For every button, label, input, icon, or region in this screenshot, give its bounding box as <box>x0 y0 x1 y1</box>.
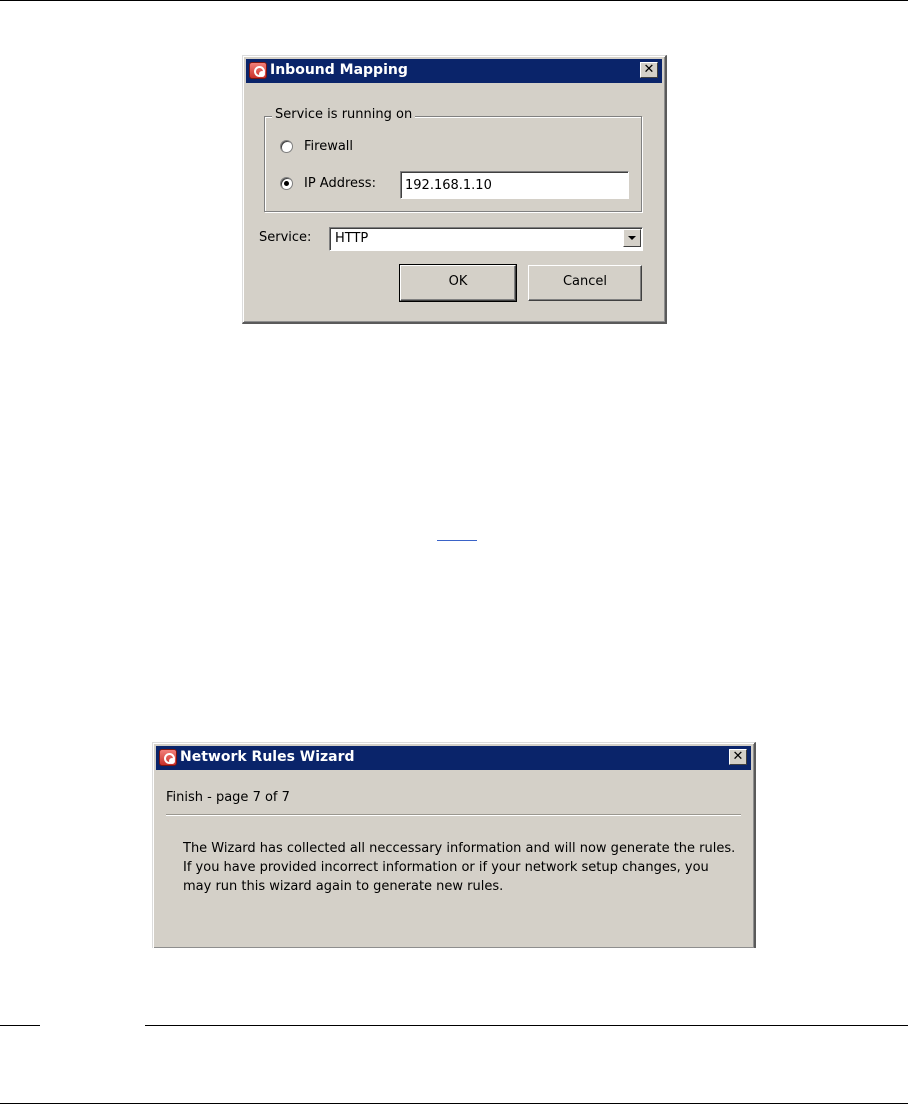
service-label: Service: <box>259 230 312 245</box>
dialog-title: Inbound Mapping <box>270 62 408 78</box>
radio-ip-address-label[interactable]: IP Address: <box>304 176 376 191</box>
footnote-rule-short <box>0 1025 40 1026</box>
top-page-rule <box>0 0 908 1</box>
footnote-rule-long <box>145 1025 908 1026</box>
radio-firewall-circle[interactable] <box>280 140 293 153</box>
wizard-titlebar[interactable] <box>156 746 751 770</box>
ip-address-field[interactable] <box>400 171 629 199</box>
firewall-app-icon <box>249 62 267 79</box>
radio-ip-address-circle[interactable] <box>280 177 293 190</box>
wizard-title: Network Rules Wizard <box>180 749 355 765</box>
wizard-body-text: The Wizard has collected all neccessary information and will now generate the rules. If you have provided incorrect information or if your network setup changes, you may run this wizard again to generate new rules. <box>183 841 736 894</box>
close-button[interactable]: ✕ <box>640 62 658 78</box>
close-button[interactable]: ✕ <box>729 749 747 765</box>
divider <box>166 814 741 815</box>
inbound-mapping-titlebar[interactable] <box>246 59 662 83</box>
service-dropdown[interactable] <box>329 227 643 251</box>
ok-button[interactable]: OK <box>400 265 516 301</box>
service-dropdown-value: HTTP <box>335 231 369 246</box>
network-rules-wizard-dialog <box>152 742 756 948</box>
wizard-page-label: Finish - page 7 of 7 <box>166 790 290 805</box>
firewall-app-icon <box>159 749 177 766</box>
link-underline[interactable] <box>437 540 477 541</box>
cancel-button[interactable]: Cancel <box>528 265 642 301</box>
radio-firewall-label[interactable]: Firewall <box>304 139 354 154</box>
group-label: Service is running on <box>272 107 415 123</box>
inbound-mapping-dialog <box>242 55 667 324</box>
chevron-down-icon[interactable] <box>623 229 641 247</box>
